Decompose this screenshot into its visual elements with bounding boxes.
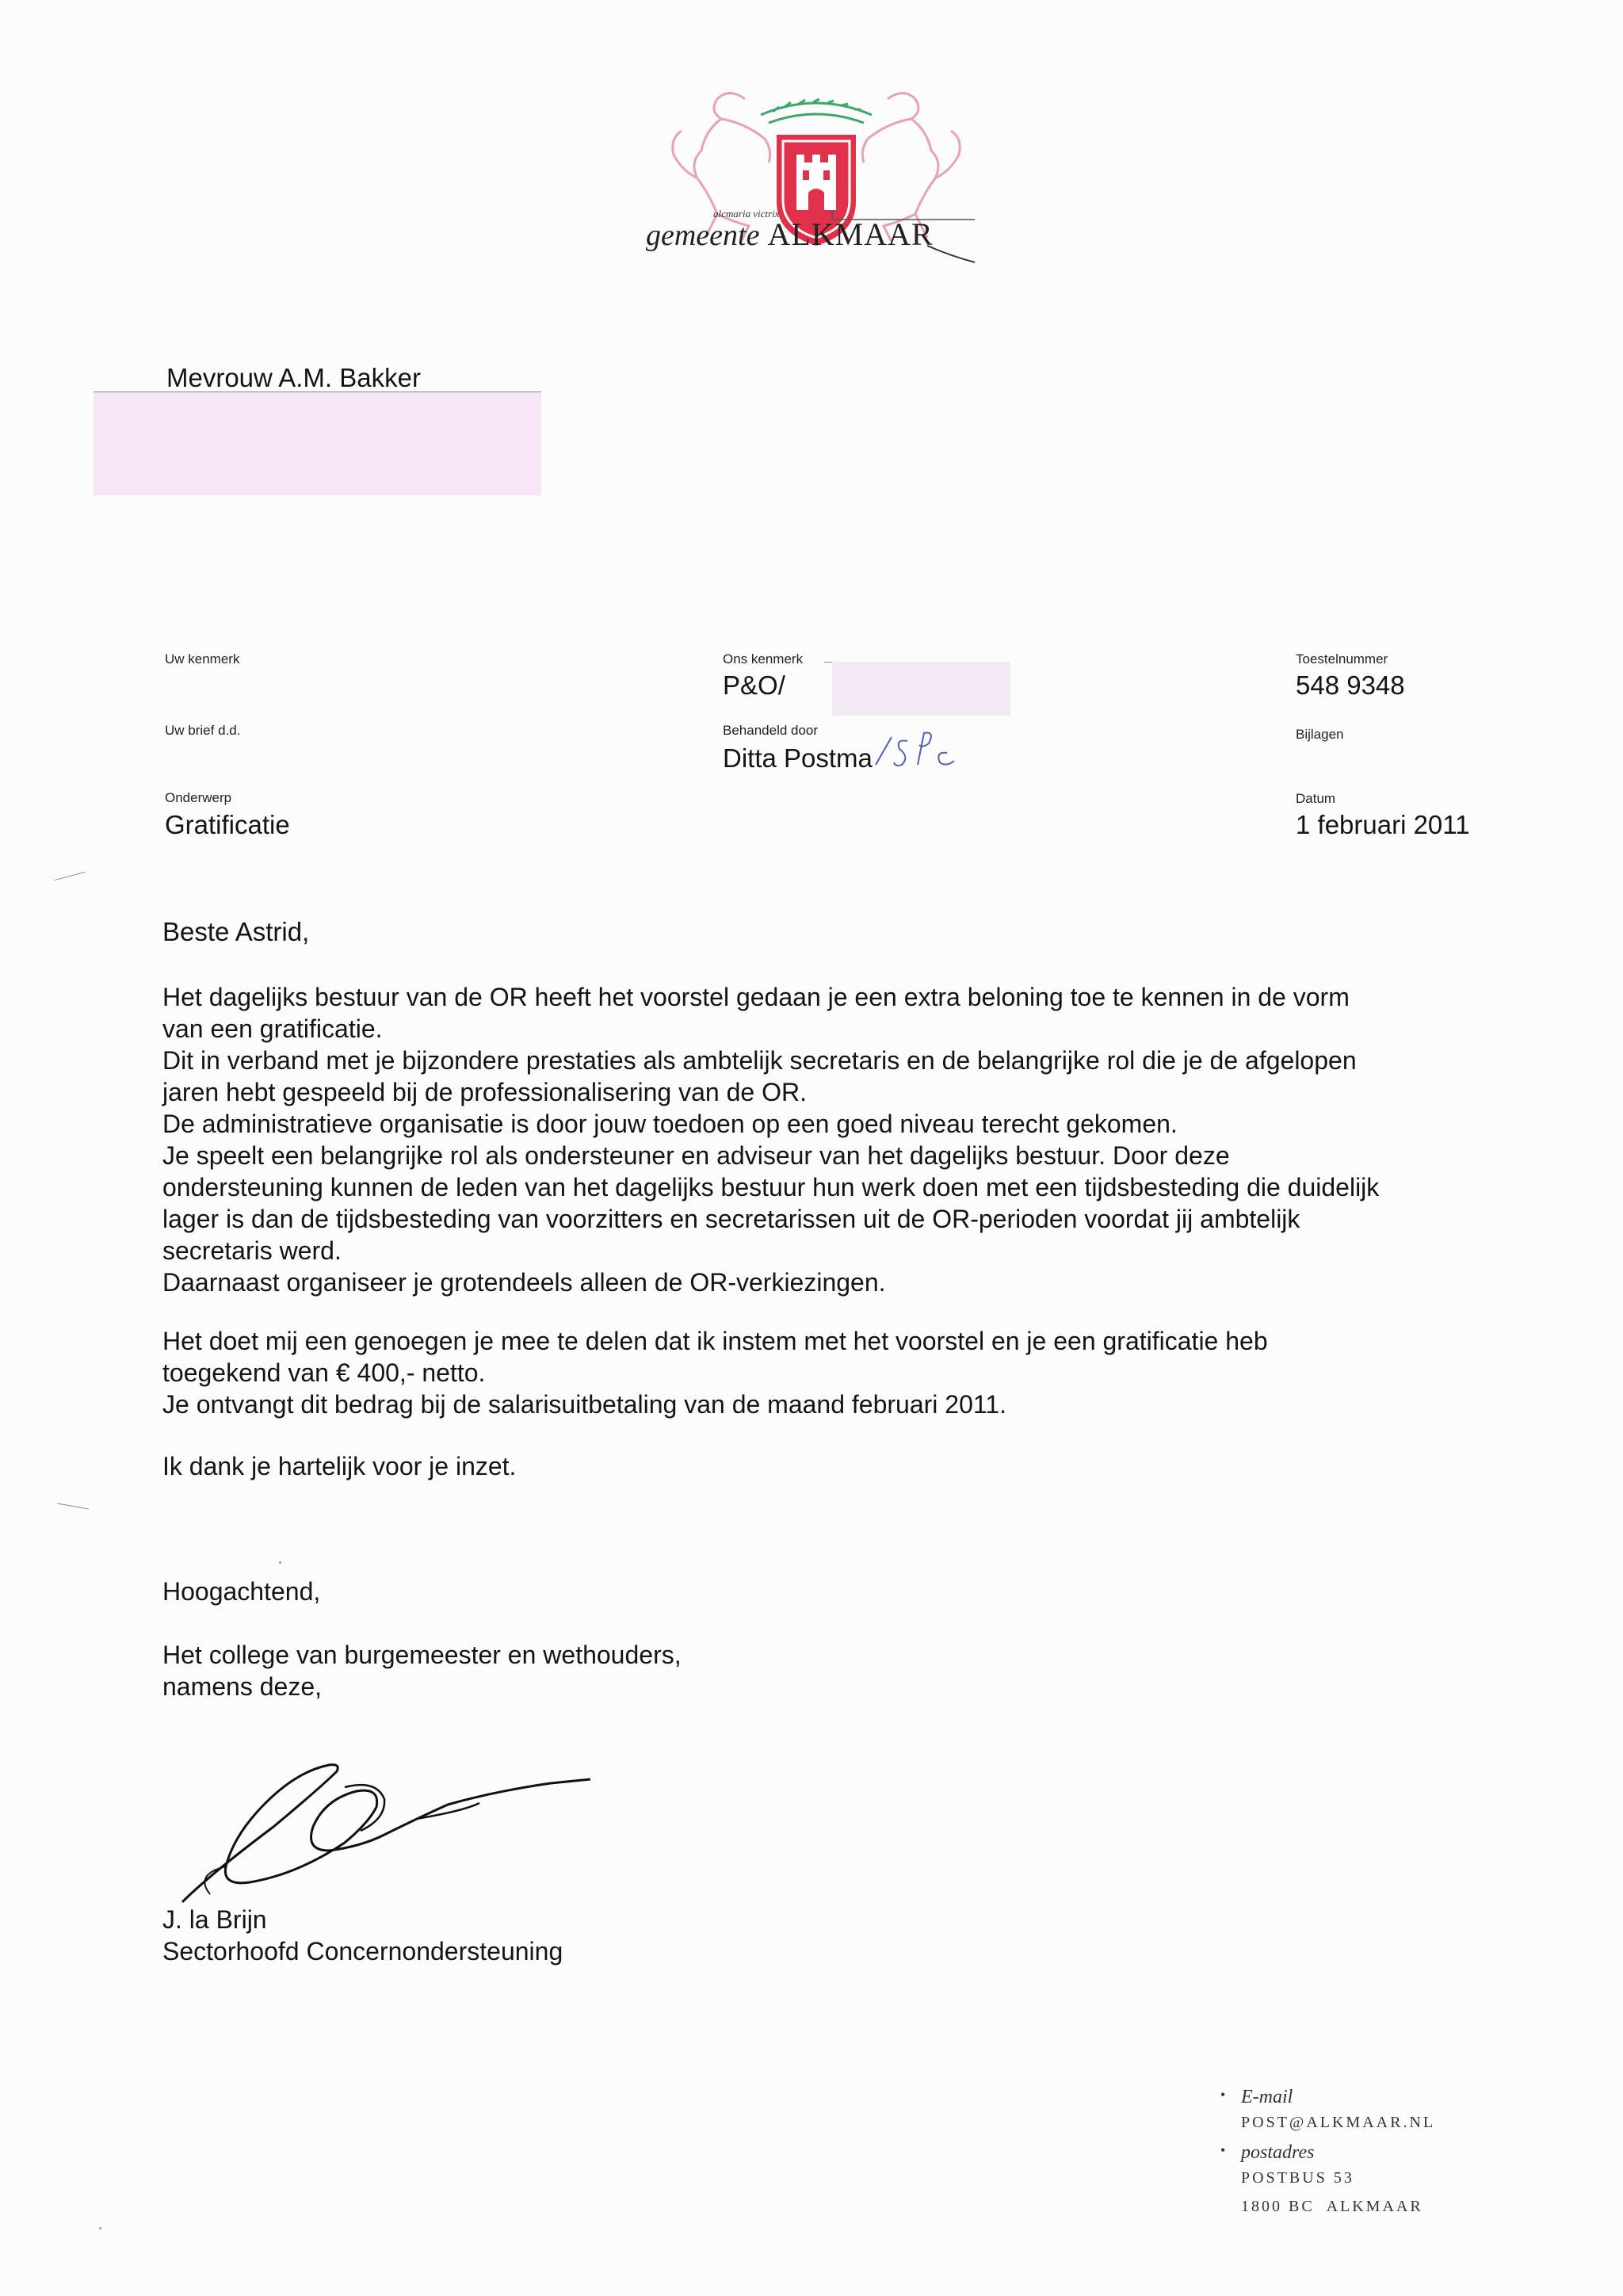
municipality-name: ALKMAAR xyxy=(767,216,934,252)
signatory-block xyxy=(162,1904,1510,1967)
postadres-label: postadres xyxy=(1241,2142,1315,2163)
body-line: Het doet mij een genoegen je mee te delen dat ik instem met het voorstel en je een gratificatie heb xyxy=(162,1327,1268,1355)
email-label: E-mail xyxy=(1241,2087,1293,2107)
datum-label: Datum xyxy=(1296,791,1336,806)
postcode-city: 1800 BC ALKMAAR xyxy=(1241,2198,1423,2215)
scan-artifact xyxy=(55,872,86,881)
body-line: De administratieve organisatie is door jouw toedoen op een goed niveau terecht gekomen. xyxy=(162,1110,1178,1138)
redacted-reference xyxy=(832,662,1010,716)
signatory-title: Sectorhoofd Concernondersteuning xyxy=(162,1937,563,1966)
body-line: jaren hebt gespeeld bij de professionalisering van de OR. xyxy=(162,1078,807,1106)
uw-brief-label: Uw brief d.d. xyxy=(165,723,241,738)
college-line: Het college van burgemeester en wethouders, xyxy=(162,1641,682,1669)
uw-kenmerk-label: Uw kenmerk xyxy=(165,651,240,667)
body-line: van een gratificatie. xyxy=(162,1014,383,1043)
bijlagen-label: Bijlagen xyxy=(1296,727,1344,742)
body-line: Je ontvangt dit bedrag bij de salarisuitbetaling van de maand februari 2011. xyxy=(162,1390,1006,1419)
behandeld-door-label: Behandeld door xyxy=(723,723,819,738)
ons-kenmerk-value: P&O/ xyxy=(723,670,785,700)
handwritten-initials-mark xyxy=(872,721,967,777)
footer-contact xyxy=(1220,2087,1435,2216)
body-line: Het dagelijks bestuur van de OR heeft het voorstel gedaan je een extra beloning toe te kennen in de vorm xyxy=(162,983,1350,1011)
scan-speck xyxy=(99,2227,101,2229)
onderwerp-label: Onderwerp xyxy=(165,790,232,805)
body-line: lager is dan de tijdsbesteding van voorzitters en secretarissen uit de OR-perioden voordat jij ambtelijk xyxy=(162,1205,1300,1233)
toestelnummer-value: 548 9348 xyxy=(1296,670,1405,700)
bullet-icon: • xyxy=(1220,2142,1226,2158)
body-paragraph-3 xyxy=(162,1450,1510,1482)
body-line: Dit in verband met je bijzondere prestaties als ambtelijk secretaris en de belangrijke rol die je de afgelopen xyxy=(162,1046,1357,1075)
salutation: Beste Astrid, xyxy=(162,917,310,946)
thanks-line: Ik dank je hartelijk voor je inzet. xyxy=(162,1452,517,1480)
body-paragraph-1 xyxy=(162,981,1510,1298)
closing xyxy=(162,1576,1510,1607)
bullet-icon: • xyxy=(1220,2087,1226,2103)
body-line: secretaris werd. xyxy=(162,1236,342,1265)
municipality-wordmark xyxy=(646,216,934,253)
scan-artifact xyxy=(57,1503,89,1510)
college-block xyxy=(162,1639,1510,1702)
body-line: Je speelt een belangrijke rol als ondersteuner en adviseur van het dagelijks bestuur. Door deze xyxy=(162,1141,1230,1170)
signatory-name: J. la Brijn xyxy=(162,1905,267,1934)
recipient-name: Mevrouw A.M. Bakker xyxy=(166,363,421,392)
behandeld-door-value: Ditta Postma xyxy=(723,743,873,773)
college-line: namens deze, xyxy=(162,1672,323,1701)
body-line: ondersteuning kunnen de leden van het dagelijks bestuur hun werk doen met een tijdsbesteding die duidelijk xyxy=(162,1173,1380,1201)
redacted-address-block xyxy=(94,392,541,495)
laurel-wreath-icon xyxy=(761,99,872,123)
datum-value: 1 februari 2011 xyxy=(1296,810,1470,839)
body-line: toegekend van € 400,- netto. xyxy=(162,1358,486,1387)
crest-motto: alcmaria victrix xyxy=(713,208,780,220)
ons-kenmerk-label: Ons kenmerk xyxy=(723,651,804,667)
body-line: Daarnaast organiseer je grotendeels alleen de OR-verkiezingen. xyxy=(162,1268,886,1297)
postbus: POSTBUS 53 xyxy=(1241,2169,1354,2187)
municipality-prefix: gemeente xyxy=(646,219,760,252)
body-paragraph-2 xyxy=(162,1325,1510,1420)
closing-line: Hoogachtend, xyxy=(162,1577,321,1606)
email-value[interactable]: POST@ALKMAAR.NL xyxy=(1241,2114,1436,2131)
scan-speck xyxy=(279,1561,281,1564)
handwritten-signature xyxy=(178,1755,598,1910)
toestelnummer-label: Toestelnummer xyxy=(1296,651,1388,667)
onderwerp-value: Gratificatie xyxy=(165,810,290,839)
